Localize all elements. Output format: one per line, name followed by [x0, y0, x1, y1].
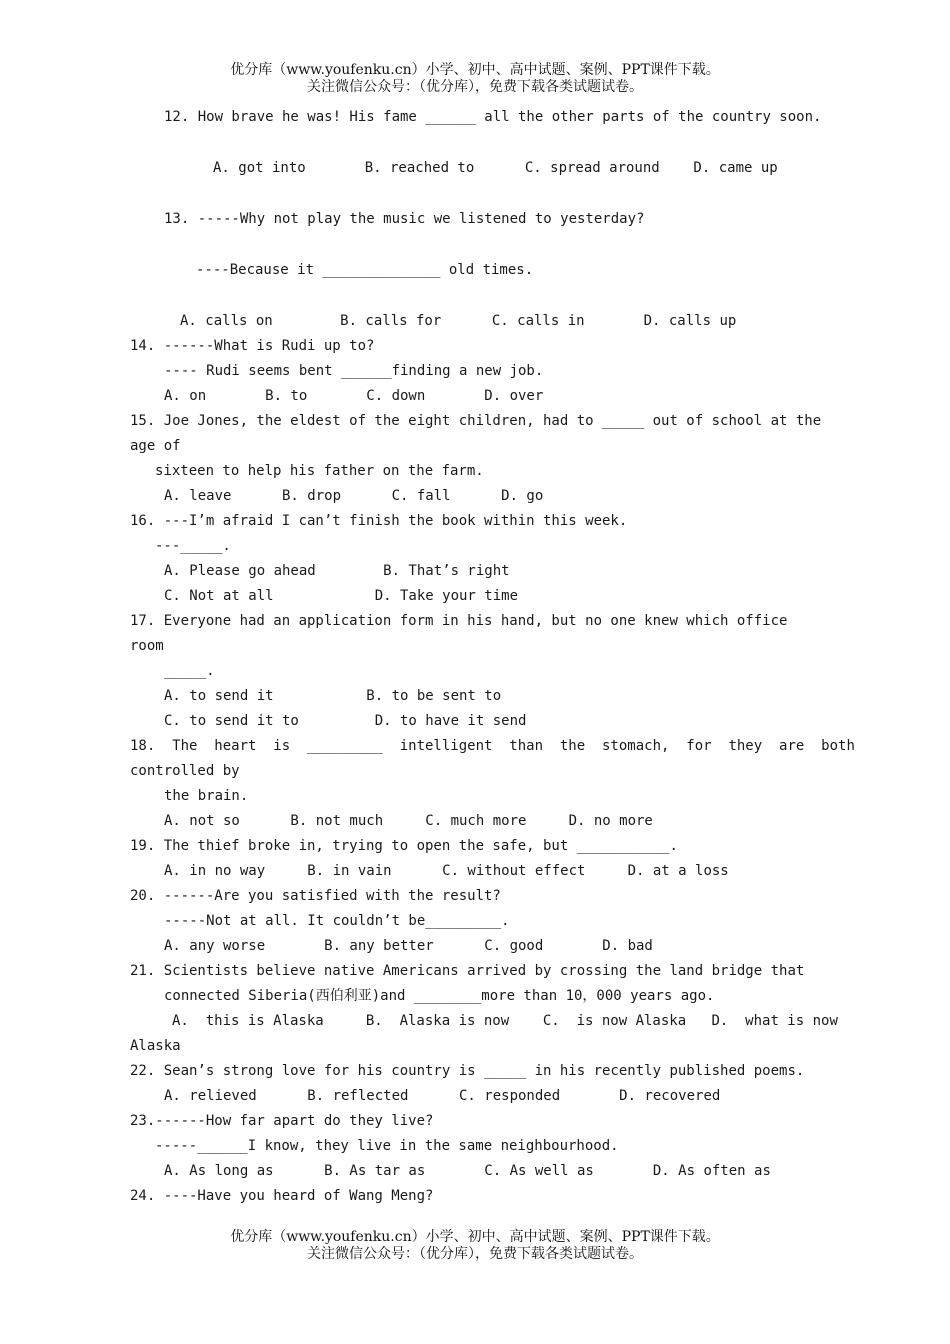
question-21-options: A. this is Alaska B. Alaska is now C. is now Alaska D. what is now — [172, 1013, 838, 1029]
question-18-cont: the brain. — [164, 788, 249, 804]
question-21-wrap: Alaska — [130, 1038, 181, 1054]
question-17-options-2: C. to send it to D. to have it send — [164, 713, 527, 729]
question-14-reply: ---- Rudi seems bent ______finding a new job. — [164, 363, 544, 379]
question-13-reply: ----Because it ______________ old times. — [196, 262, 534, 278]
question-24: 24. ----Have you heard of Wang Meng? — [130, 1188, 434, 1204]
question-17: 17. Everyone had an application form in his hand, but no one knew which office — [130, 613, 788, 629]
question-21-cont: connected Siberia(西伯利亚)and ________more than 10，000 years ago. — [164, 988, 715, 1004]
question-15-cont: sixteen to help his father on the farm. — [155, 463, 484, 479]
question-16-options-2: C. Not at all D. Take your time — [164, 588, 519, 604]
question-19-options: A. in no way B. in vain C. without effect D. at a loss — [164, 863, 729, 879]
question-17-wrap: room — [130, 638, 164, 654]
question-22-options: A. relieved B. reflected C. responded D. recovered — [164, 1088, 721, 1104]
question-17-blank: _____. — [164, 663, 215, 679]
question-15-wrap: age of — [130, 438, 181, 454]
question-13: 13. -----Why not play the music we listened to yesterday? — [164, 211, 645, 227]
question-22: 22. Sean’s strong love for his country is _____ in his recently published poems. — [130, 1063, 805, 1079]
question-19: 19. The thief broke in, trying to open the safe, but ___________. — [130, 838, 678, 854]
question-23: 23.------How far apart do they live? — [130, 1113, 434, 1129]
question-16-reply: ---_____. — [155, 538, 231, 554]
question-14: 14. ------What is Rudi up to? — [130, 338, 375, 354]
footer-line-2: 关注微信公众号：（优分库），免费下载各类试题试卷。 — [307, 1246, 643, 1262]
question-13-options: A. calls on B. calls for C. calls in D. calls up — [180, 313, 737, 329]
question-20: 20. ------Are you satisfied with the result? — [130, 888, 501, 904]
question-18: 18. The heart is _________ intelligent than the stomach, for they are both — [130, 738, 855, 754]
header-line-2: 关注微信公众号：（优分库），免费下载各类试题试卷。 — [307, 79, 643, 95]
question-17-options-1: A. to send it B. to be sent to — [164, 688, 502, 704]
question-23-options: A. As long as B. As tar as C. As well as D. As often as — [164, 1163, 771, 1179]
page-footer — [0, 1229, 950, 1263]
question-16-options-1: A. Please go ahead B. That’s right — [164, 563, 510, 579]
question-23-reply: -----______I know, they live in the same neighbourhood. — [155, 1138, 619, 1154]
question-12: 12. How brave he was! His fame ______ all the other parts of the country soon. — [164, 109, 822, 125]
question-18-options: A. not so B. not much C. much more D. no more — [164, 813, 653, 829]
question-16: 16. ---I’m afraid I can’t finish the book within this week. — [130, 513, 628, 529]
question-15: 15. Joe Jones, the eldest of the eight children, had to _____ out of school at the — [130, 413, 822, 429]
question-14-options: A. on B. to C. down D. over — [164, 388, 544, 404]
footer-line-1: 优分库（www.youfenku.cn）小学、初中、高中试题、案例、PPT课件下载。 — [230, 1229, 720, 1245]
question-15-options: A. leave B. drop C. fall D. go — [164, 488, 544, 504]
question-20-options: A. any worse B. any better C. good D. bad — [164, 938, 653, 954]
question-21: 21. Scientists believe native Americans arrived by crossing the land bridge that — [130, 963, 805, 979]
header-line-1: 优分库（www.youfenku.cn）小学、初中、高中试题、案例、PPT课件下载。 — [230, 62, 720, 78]
question-12-options: A. got into B. reached to C. spread around D. came up — [213, 160, 778, 176]
question-20-reply: -----Not at all. It couldn’t be_________. — [164, 913, 510, 929]
question-18-wrap: controlled by — [130, 763, 240, 779]
